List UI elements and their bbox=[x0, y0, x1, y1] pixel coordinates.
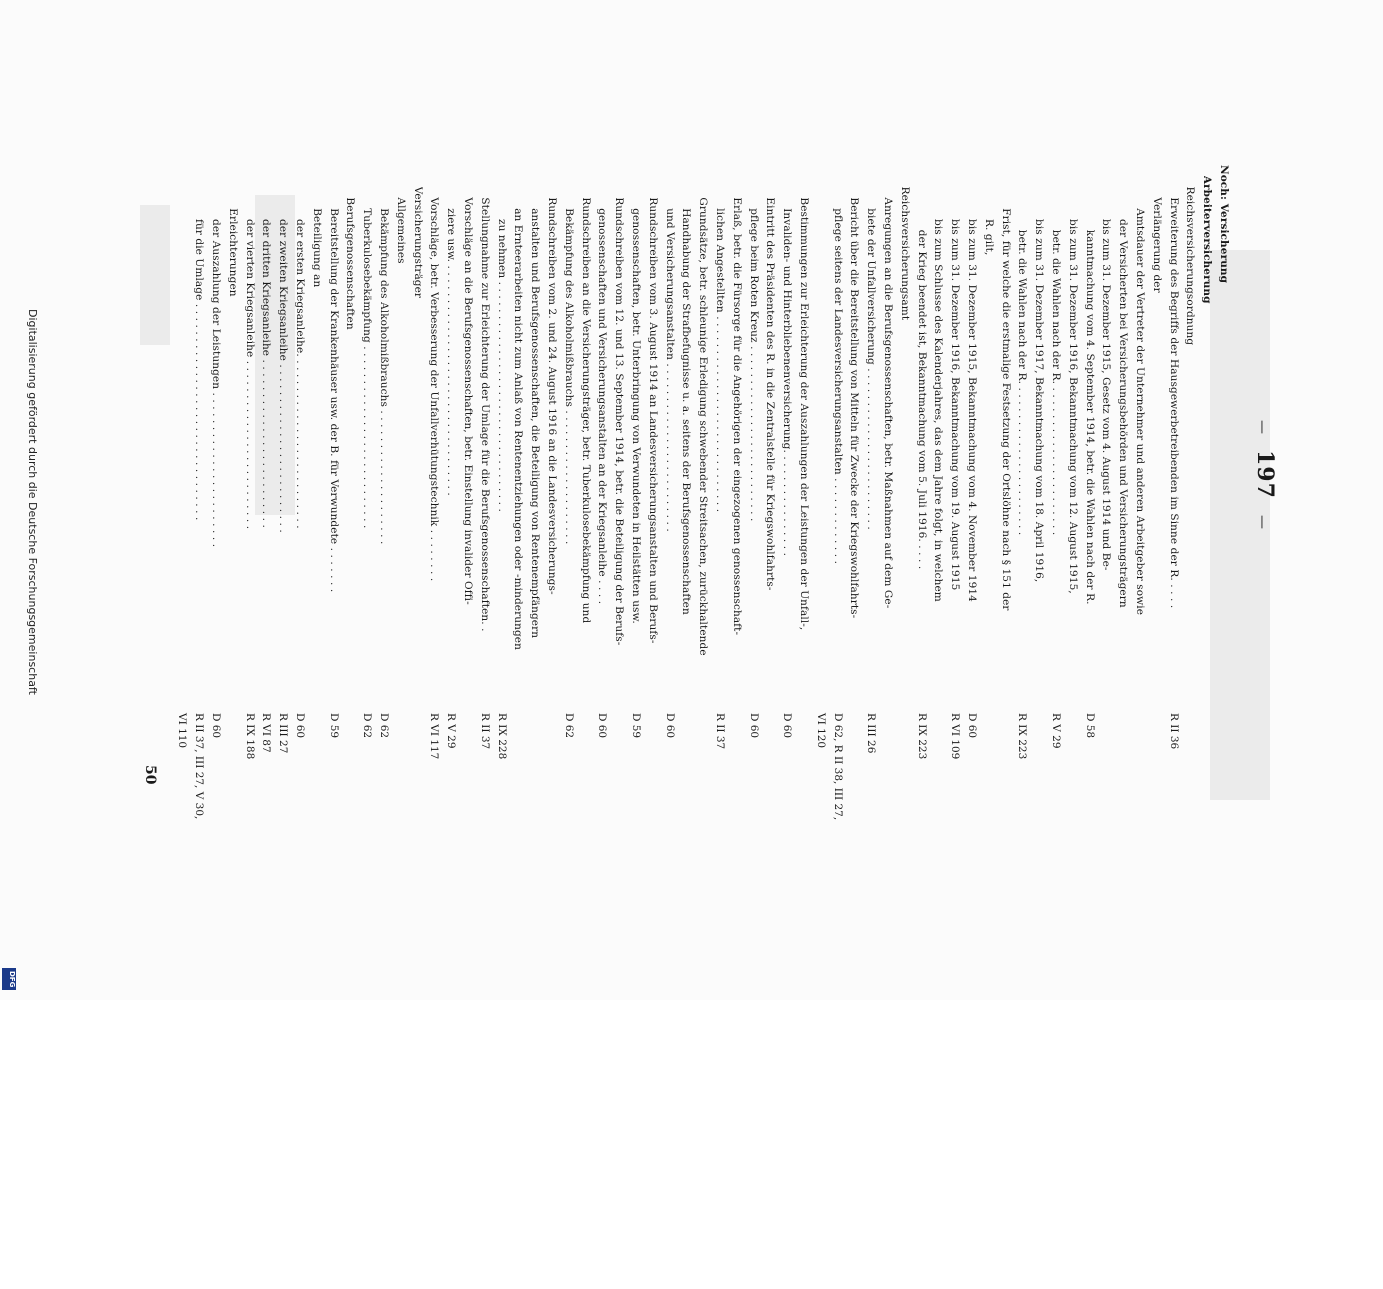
index-entry-text: Allgemeines bbox=[394, 197, 407, 264]
index-entry-text: Vorschläge an die Berufsgenossenschaften, betr. Einstellung invalider Offi- bbox=[462, 197, 474, 605]
index-entry-reference: R II 36 bbox=[1167, 713, 1180, 750]
index-entry-reference: D 60 bbox=[596, 713, 609, 739]
index-entry-text: der dritten Kriegsanleihe . . . . . . . . . . . . . . . . . . . . . . . . . bbox=[260, 219, 273, 529]
index-entry-text: Bericht über die Bereitstellung von Mitteln für Zwecke der Kriegswohlfahrts- bbox=[848, 197, 861, 619]
index-entry-text: Handhabung der Strafbefugnisse u. a. seitens der Berufsgenossenschaften bbox=[680, 208, 693, 615]
index-entry-text: genossenschaften und Versicherungsanstalten an der Kriegsanleihe . . . . bbox=[596, 208, 609, 605]
index-entry-reference: D 60 bbox=[747, 713, 760, 739]
index-entry-reference: R II 37 bbox=[478, 713, 491, 750]
index-entry-reference: R II 37 bbox=[714, 713, 726, 750]
index-entry-text: Anregungen an die Berufsgenossenschaften, betr. Maßnahmen auf dem Ge- bbox=[882, 197, 894, 609]
index-entry-text: der Auszahlung der Leistungen . . . . . . . . . . . . . . . . . . . . . . . bbox=[210, 219, 222, 548]
index-content bbox=[141, 165, 1278, 985]
index-entry-text: Rundschreiben an die Versicherungsträger, betr. Tuberkulosebekämpfung und bbox=[579, 197, 592, 624]
page-header bbox=[1252, 420, 1278, 529]
index-entry-text: Bereitstellung der Krankenhäuser usw. der B. für Verwundete . . . . . . . bbox=[327, 208, 340, 593]
index-entry-text: Eintritt des Präsidenten des R. in die Zentralstelle für Kriegswohlfahrts- bbox=[764, 197, 777, 591]
index-entry-text: Versicherungsträger bbox=[411, 186, 424, 299]
index-entry-text: der Versicherten bei Versicherungsbehörden und Versicherungsträgern bbox=[1117, 219, 1130, 608]
index-entry-text: bis zum 31. Dezember 1915, Gesetz vom 4. August 1914 und Be- bbox=[1100, 219, 1113, 571]
index-entry-reference: D 60 bbox=[294, 713, 306, 739]
index-entry-reference: R IX 223 bbox=[1016, 713, 1029, 760]
index-entry-text: Erlaß, betr. die Fürsorge für die Angehörigen der eingezogenen genossenschaft- bbox=[730, 197, 743, 636]
index-entry-text: der ersten Kriegsanleihe. . . . . . . . . . . . . . . . . . . . . . . . . . bbox=[294, 219, 306, 529]
index-entry-text: Bestimmungen zur Erleichterung der Auszahlungen der Leistungen der Unfall-, bbox=[798, 197, 810, 631]
index-entry-text: Berufsgenossenschaften bbox=[344, 197, 357, 330]
index-entry-text: Amtsdauer der Vertreter der Unternehmer und anderen Arbeitgeber sowie bbox=[1134, 208, 1146, 616]
index-entry-reference: D 59 bbox=[327, 713, 340, 739]
index-entry-reference: R IX 188 bbox=[243, 713, 256, 760]
index-entry-reference: VI 120 bbox=[814, 713, 827, 749]
index-entry-text: Bekämpfung des Alkoholmißbrauchs . . . . . . . . . . . . . . . . . . . . bbox=[562, 208, 575, 545]
index-entry-text: Rundschreiben vom 12. und 13. September 1914, betr. die Beteiligung der Berufs- bbox=[613, 197, 626, 646]
credit-text: Digitalisierung gefördert durch die Deutsche Forschungsgemeinschaft bbox=[26, 309, 39, 695]
index-entry-reference: D 62 bbox=[361, 713, 374, 739]
index-entry-text: genossenschaften, betr. Unterbringung von Verwundeten in Heilstätten usw. bbox=[630, 208, 642, 624]
index-entry-text: für die Umlage . . . . . . . . . . . . . . . . . . . . . . . . . . . . . . . . bbox=[193, 219, 206, 521]
index-entry-reference: VI 110 bbox=[176, 713, 189, 749]
index-entry-reference: D 58 bbox=[1083, 713, 1096, 739]
index-entry-text: und Versicherungsanstalten . . . . . . . . . . . . . . . . . . . . . . . . . bbox=[663, 208, 676, 532]
index-entry-reference: R II 37, III 27, V 30, bbox=[193, 713, 206, 820]
page-number: 197 bbox=[1252, 450, 1278, 499]
index-entry-text: Invaliden- und Hinterbliebenenversicherung. . . . . . . . . . . . . . . . bbox=[781, 208, 794, 557]
index-entry-reference: R IX 228 bbox=[495, 713, 508, 760]
index-entry-text: Bekämpfung des Alkoholmißbrauchs . . . . . . . . . . . . . . . . . . . . bbox=[378, 208, 390, 545]
index-entry-text: biete der Unfallversicherung . . . . . . . . . . . . . . . . . . . . . . . . bbox=[865, 208, 878, 530]
index-entry-reference: D 62, R II 38, III 27, bbox=[831, 713, 844, 821]
index-entry-reference: R IX 223 bbox=[915, 713, 928, 760]
index-entry-text: pflege beim Roten Kreuz . . . . . . . . . . . . . . . . . . . . . . . . . . bbox=[747, 208, 760, 522]
index-entry-text: bis zum 31. Dezember 1915, Bekanntmachung vom 4. November 1914 bbox=[966, 219, 978, 602]
index-entry-text: Beteiligung an bbox=[310, 208, 323, 288]
index-entry-text: Noch: Versicherung bbox=[1218, 165, 1230, 284]
index-entry-text: der zweiten Kriegsanleihe . . . . . . . . . . . . . . . . . . . . . . . . . bbox=[277, 219, 290, 533]
index-entry-reference: D 60 bbox=[781, 713, 794, 739]
index-entry-text: betr. die Wahlen nach der R. . . . . . . . . . . . . . . . . . . . . . . bbox=[1050, 229, 1062, 536]
index-entry-text: zu nehmen . . . . . . . . . . . . . . . . . . . . . . . . . . . . . . . . . . bbox=[495, 219, 508, 512]
index-entry-text: Rundschreiben vom 3. August 1914 an Landesversicherungsanstalten und Berufs- bbox=[646, 197, 659, 644]
index-entry-reference: D 59 bbox=[630, 713, 642, 739]
index-entry-reference: D 60 bbox=[210, 713, 222, 739]
index-entry-text: Rundschreiben vom 2. und 24. August 1916 an die Landesversicherungs- bbox=[546, 197, 558, 595]
index-entry-reference: R V 29 bbox=[1050, 713, 1062, 749]
signature-number: 50 bbox=[141, 765, 158, 785]
index-entry-text: der Krieg beendet ist, Bekanntmachung vom 5. Juli 1916. . . . . bbox=[915, 229, 928, 570]
index-entry-text: Stellungnahme zur Erleichterung der Umlage für die Berufsgenossenschaften. . bbox=[478, 197, 491, 632]
index-entry-text: Tuberkulosebekämpfung . . . . . . . . . . . . . . . . . . . . . . . . . . . bbox=[361, 208, 374, 529]
index-entry-text: Vorschläge, betr. Verbesserung der Unfallverhütungstechnik . . . . . . . . bbox=[428, 197, 441, 582]
index-entry-text: ziere usw. . . . . . . . . . . . . . . . . . . . . . . . . . . . . . . . . . . bbox=[445, 208, 458, 496]
index-entry-text: betr. die Wahlen nach der R. . . . . . . . . . . . . . . . . . . . . . . bbox=[1016, 229, 1029, 536]
index-entry-text: bis zum 31. Dezember 1917, Bekanntmachung vom 18. April 1916, bbox=[1033, 219, 1046, 583]
header-dash: — bbox=[1254, 514, 1270, 529]
index-entry-reference: D 62 bbox=[378, 713, 390, 739]
index-entry-text: Reichsversicherungsordnung bbox=[1184, 186, 1197, 346]
index-entry-text: bis zum 31. Dezember 1916, Bekanntmachung vom 19. August 1915 bbox=[949, 219, 962, 591]
index-entry-text: bis zum 31. Dezember 1916, Bekanntmachung vom 12. August 1915, bbox=[1066, 219, 1079, 594]
index-entry-reference: R V 29 bbox=[445, 713, 458, 749]
index-entry-reference: R VI 87 bbox=[260, 713, 273, 753]
index-entry-reference: R III 27 bbox=[277, 713, 290, 754]
index-entry-text: Reichsversicherungsamt bbox=[898, 186, 911, 321]
index-entry-text: bis zum Schlusse des Kalenderjahres, das dem Jahre folgt, in welchem bbox=[932, 219, 945, 602]
index-entry-text: pflege seitens der Landesversicherungsanstalten . . . . . . . . . . . . . bbox=[831, 208, 844, 565]
header-dash: — bbox=[1254, 420, 1270, 434]
index-entry-text: der vierten Kriegsanleihe . . . . . . . . . . . . . . . . . . . . . . . . . bbox=[243, 219, 256, 530]
index-entry-text: R. gilt, bbox=[982, 219, 995, 256]
index-entry-reference: R III 26 bbox=[865, 713, 878, 754]
index-entry-text: lichen Angestellten . . . . . . . . . . . . . . . . . . . . . . . . . . . . . bbox=[714, 208, 726, 513]
index-entry-text: Arbeiterversicherung bbox=[1201, 175, 1214, 304]
index-entry-text: Verlängerung der bbox=[1150, 197, 1163, 293]
index-entry-reference: D 60 bbox=[966, 713, 978, 739]
index-entry-reference: D 60 bbox=[663, 713, 676, 739]
index-entry-text: kanntmachung vom 4. September 1914, betr. die Wahlen nach der R. bbox=[1083, 229, 1096, 605]
rotated-index-page bbox=[141, 165, 1278, 985]
index-entry-text: Frist, für welche die erstmalige Festsetzung der Ortslöhne nach § 151 der bbox=[999, 208, 1012, 611]
digitization-credit bbox=[21, 309, 39, 1289]
index-entry-reference: R VI 109 bbox=[949, 713, 962, 760]
index-entry-text: anstalten und Berufsgenossenschaften, die Beteiligung von Rentenempfängern bbox=[529, 208, 542, 639]
dfg-logo: DFG bbox=[2, 968, 16, 990]
index-entry-reference: D 62 bbox=[562, 713, 575, 739]
index-entry-text: an Ernteerarbeiten nicht zum Anlaß von Rentenentziehungen oder -minderungen bbox=[512, 208, 525, 650]
index-entry-text: Grundsätze, betr. schleunige Erledigung schwebender Streitsachen, zurückhaltende bbox=[697, 197, 710, 656]
index-entry-text: Erweiterung des Begriffs der Hausgewerbetreibenden im Sinne der R. . . . . bbox=[1167, 197, 1180, 609]
index-entry-reference: R VI 117 bbox=[428, 713, 441, 760]
index-entry-text: Erleichterungen bbox=[226, 208, 239, 297]
